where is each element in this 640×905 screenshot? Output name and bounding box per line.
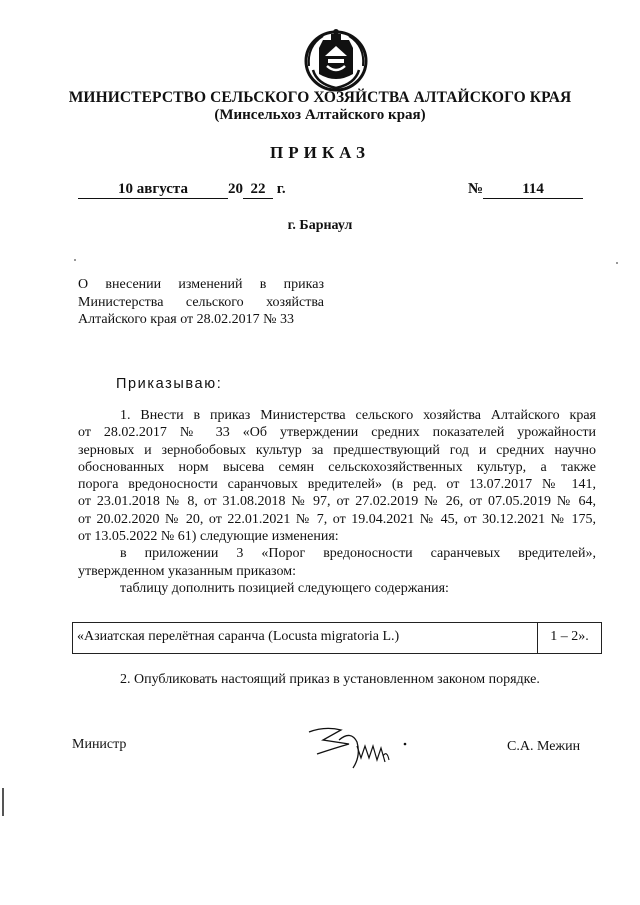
- scan-speck: [74, 259, 76, 261]
- body-line: от 23.01.2018 № 8, от 31.08.2018 № 97, от 27.02.2019 № 26, от 07.05.2019 № 64,: [78, 494, 596, 510]
- body-line: от 13.05.2022 № 61) следующие изменения:: [78, 529, 339, 545]
- order-year-prefix: 20: [228, 181, 243, 197]
- ministry-short-name: (Минсельхоз Алтайского края): [214, 107, 426, 123]
- city: г. Барнаул: [287, 218, 353, 233]
- publication-clause: 2. Опубликовать настоящий приказ в установленном законом порядке.: [120, 672, 540, 687]
- order-year-suffix: 22: [243, 181, 273, 199]
- pest-name-cell: «Азиатская перелётная саранча (Locusta migratoria L.): [73, 623, 538, 653]
- scan-margin-mark: [2, 788, 4, 816]
- order-day-month: 10 августа: [78, 181, 228, 199]
- scan-speck: [616, 262, 618, 264]
- signer-name: С.А. Межин: [507, 739, 581, 754]
- body-line: обоснованных норм высева семян сельскохозяйственных культур, а также: [78, 459, 596, 475]
- addition-table-row: [72, 622, 602, 654]
- subject-line: О внесении изменений в приказ: [78, 277, 324, 292]
- order-subject: [78, 276, 324, 329]
- body-line: 1. Внести в приказ Министерства сельского хозяйства Алтайского края: [120, 408, 596, 423]
- ministry-name: МИНИСТЕРСТВО СЕЛЬСКОГО ХОЗЯЙСТВА АЛТАЙСКОГО КРАЯ: [68, 89, 572, 106]
- order-year-unit: г.: [276, 181, 286, 197]
- signer-title: Министр: [72, 737, 127, 752]
- body-line: зерновых и зернобобовых культур за предшествующий год и средних научно: [78, 442, 596, 458]
- threshold-cell: 1 – 2».: [550, 629, 589, 644]
- coat-of-arms-emblem: [303, 26, 369, 92]
- body-line: таблицу дополнить позицией следующего содержания:: [120, 580, 449, 596]
- body-line: от 20.02.2020 № 20, от 22.01.2021 № 7, от 19.04.2021 № 45, от 30.12.2021 № 175,: [78, 511, 596, 527]
- body-line: в приложении 3 «Порог вредоносности саранчевых вредителей»,: [120, 546, 596, 562]
- body-line: от 28.02.2017 № 33 «Об утверждении средних показателей урожайности: [78, 425, 596, 441]
- order-body: [78, 407, 596, 597]
- body-line: порога вредоносности саранчовых вредителей» (в ред. от 13.07.2017 № 141,: [78, 477, 596, 493]
- order-number: [468, 181, 583, 199]
- document-type-title: ПРИКАЗ: [270, 143, 370, 162]
- subject-line: Алтайского края от 28.02.2017 № 33: [78, 312, 295, 327]
- number-sign: №: [468, 181, 484, 197]
- body-line: утвержденном указанным приказом:: [78, 563, 296, 579]
- order-date: [78, 181, 286, 199]
- handwritten-signature: [305, 720, 415, 774]
- directive-heading: Приказываю:: [116, 376, 223, 392]
- subject-line: Министерства сельского хозяйства: [78, 294, 324, 310]
- order-number-value: 114: [483, 181, 583, 199]
